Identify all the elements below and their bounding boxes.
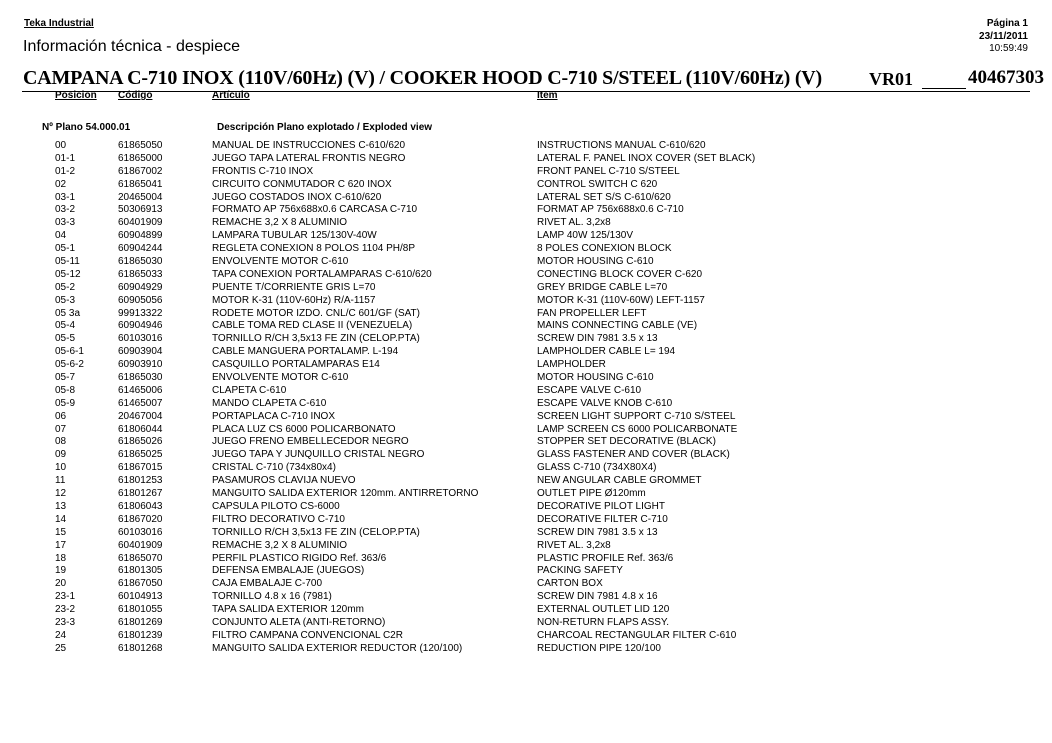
version-code: VR01	[869, 69, 913, 89]
row-item: LAMPHOLDER CABLE L= 194	[537, 346, 676, 358]
row-article: TORNILLO R/CH 3,5x13 FE ZIN (CELOP.PTA)	[212, 526, 420, 538]
row-position: 04	[55, 230, 67, 242]
row-code: 20467004	[118, 410, 163, 422]
table-row	[0, 578, 1052, 591]
table-row	[0, 308, 1052, 321]
row-article: JUEGO TAPA Y JUNQUILLO CRISTAL NEGRO	[212, 449, 425, 461]
row-code: 50306913	[118, 204, 163, 216]
row-item: NEW ANGULAR CABLE GROMMET	[537, 475, 702, 487]
row-article: RODETE MOTOR IZDO. CNL/C 601/GF (SAT)	[212, 307, 420, 319]
row-code: 61865000	[118, 152, 163, 164]
table-row	[0, 630, 1052, 643]
row-position: 05-1	[55, 243, 76, 255]
row-code: 60104913	[118, 591, 163, 603]
table-row	[0, 140, 1052, 153]
table-row	[0, 604, 1052, 617]
row-item: EXTERNAL OUTLET LID 120	[537, 604, 670, 616]
row-article: PUENTE T/CORRIENTE GRIS L=70	[212, 281, 376, 293]
row-code: 60401909	[118, 539, 163, 551]
plano-description: Descripción Plano explotado / Exploded view	[217, 122, 433, 133]
table-row	[0, 462, 1052, 475]
row-position: 05-6-1	[55, 346, 84, 358]
table-row	[0, 449, 1052, 462]
row-position: 05-8	[55, 384, 76, 396]
table-row	[0, 527, 1052, 540]
row-article: CASQUILLO PORTALAMPARAS E14	[212, 359, 380, 371]
table-row	[0, 153, 1052, 166]
row-position: 05-3	[55, 294, 76, 306]
row-position: 05-9	[55, 397, 76, 409]
table-row	[0, 295, 1052, 308]
row-position: 19	[55, 565, 67, 577]
row-article: LAMPARA TUBULAR 125/130V-40W	[212, 230, 377, 242]
parts-table	[0, 140, 1052, 656]
row-code: 60904946	[118, 320, 163, 332]
plano-number: Nº Plano 54.000.01	[42, 122, 131, 133]
row-code: 61865030	[118, 372, 163, 384]
table-row	[0, 591, 1052, 604]
row-code: 61465007	[118, 397, 163, 409]
row-code: 61801055	[118, 604, 163, 616]
table-row	[0, 398, 1052, 411]
row-item: MOTOR HOUSING C-610	[537, 256, 654, 268]
column-header-articulo: Artículo	[212, 90, 250, 101]
table-row	[0, 643, 1052, 656]
row-article: REMACHE 3,2 X 8 ALUMINIO	[212, 539, 348, 551]
row-article: CRISTAL C-710 (734x80x4)	[212, 462, 336, 474]
row-article: TAPA SALIDA EXTERIOR 120mm	[212, 604, 364, 616]
row-article: FILTRO CAMPANA CONVENCIONAL C2R	[212, 629, 403, 641]
row-position: 05-6-2	[55, 359, 84, 371]
row-article: ENVOLVENTE MOTOR C-610	[212, 256, 349, 268]
row-code: 61867002	[118, 165, 163, 177]
table-row	[0, 230, 1052, 243]
row-article: PORTAPLACA C-710 INOX	[212, 410, 336, 422]
row-item: CONTROL SWITCH C 620	[537, 178, 658, 190]
row-item: SCREEN LIGHT SUPPORT C-710 S/STEEL	[537, 410, 736, 422]
row-article: MOTOR K-31 (110V-60Hz) R/A-1157	[212, 294, 376, 306]
row-position: 23-1	[55, 591, 76, 603]
row-position: 07	[55, 423, 67, 435]
row-item: GLASS FASTENER AND COVER (BLACK)	[537, 449, 730, 461]
row-position: 05-2	[55, 281, 76, 293]
row-position: 24	[55, 629, 67, 641]
row-item: LAMPHOLDER	[537, 359, 606, 371]
row-item: DECORATIVE FILTER C-710	[537, 513, 668, 525]
row-article: DEFENSA EMBALAJE (JUEGOS)	[212, 565, 365, 577]
row-code: 61806044	[118, 423, 163, 435]
column-header-posicion: Posicion	[55, 90, 97, 101]
row-position: 03-2	[55, 204, 76, 216]
row-article: JUEGO TAPA LATERAL FRONTIS NEGRO	[212, 152, 406, 164]
row-code: 61865041	[118, 178, 163, 190]
table-row	[0, 217, 1052, 230]
row-code: 61865070	[118, 552, 163, 564]
row-code: 61865026	[118, 436, 163, 448]
table-row	[0, 269, 1052, 282]
row-item: MOTOR K-31 (110V-60W) LEFT-1157	[537, 294, 705, 306]
row-position: 06	[55, 410, 67, 422]
row-position: 01-1	[55, 152, 76, 164]
table-row	[0, 411, 1052, 424]
row-item: LATERAL SET S/S C-610/620	[537, 191, 671, 203]
table-row	[0, 514, 1052, 527]
table-row	[0, 372, 1052, 385]
row-article: REMACHE 3,2 X 8 ALUMINIO	[212, 217, 348, 229]
row-item: NON-RETURN FLAPS ASSY.	[537, 616, 670, 628]
row-article: MANGUITO SALIDA EXTERIOR 120mm. ANTIRRETORNO	[212, 488, 479, 500]
row-article: CIRCUITO CONMUTADOR C 620 INOX	[212, 178, 392, 190]
row-code: 20465004	[118, 191, 163, 203]
row-code: 60401909	[118, 217, 163, 229]
row-position: 11	[55, 475, 66, 487]
row-position: 23-3	[55, 616, 76, 628]
row-code: 60903904	[118, 346, 163, 358]
row-article: CLAPETA C-610	[212, 384, 287, 396]
row-position: 20	[55, 578, 67, 590]
row-article: MANGUITO SALIDA EXTERIOR REDUCTOR (120/100)	[212, 642, 463, 654]
table-row	[0, 346, 1052, 359]
row-item: FORMAT AP 756x688x0.6 C-710	[537, 204, 684, 216]
row-article: TORNILLO R/CH 3,5x13 FE ZIN (CELOP.PTA)	[212, 333, 420, 345]
row-position: 03-3	[55, 217, 76, 229]
page-number: Página 1	[986, 18, 1028, 29]
print-date: 23/11/2011	[979, 31, 1028, 42]
row-position: 02	[55, 178, 67, 190]
table-row	[0, 204, 1052, 217]
row-article: PERFIL PLASTICO RIGIDO Ref. 363/6	[212, 552, 387, 564]
row-position: 10	[55, 462, 67, 474]
row-code: 60903910	[118, 359, 163, 371]
table-row	[0, 617, 1052, 630]
row-article: CAJA EMBALAJE C-700	[212, 578, 323, 590]
row-item: ESCAPE VALVE KNOB C-610	[537, 397, 673, 409]
row-item: DECORATIVE PILOT LIGHT	[537, 500, 665, 512]
row-item: PACKING SAFETY	[537, 565, 623, 577]
row-position: 08	[55, 436, 67, 448]
row-article: ENVOLVENTE MOTOR C-610	[212, 372, 349, 384]
table-row	[0, 424, 1052, 437]
row-position: 05-7	[55, 372, 76, 384]
row-position: 05 3a	[55, 307, 81, 319]
column-header-codigo: Código	[118, 90, 153, 101]
product-reference: 40467303	[968, 67, 1044, 88]
row-position: 05-5	[55, 333, 76, 345]
row-position: 01-2	[55, 165, 76, 177]
row-article: PLACA LUZ CS 6000 POLICARBONATO	[212, 423, 396, 435]
row-item: 8 POLES CONEXION BLOCK	[537, 243, 672, 255]
row-item: LATERAL F. PANEL INOX COVER (SET BLACK)	[537, 152, 756, 164]
row-code: 61867015	[118, 462, 163, 474]
title-bar	[22, 67, 1044, 92]
version-underline	[922, 88, 966, 89]
table-row	[0, 385, 1052, 398]
row-item: FRONT PANEL C-710 S/STEEL	[537, 165, 680, 177]
row-code: 61801267	[118, 488, 163, 500]
row-code: 61801268	[118, 642, 163, 654]
column-header-item: Item	[537, 90, 558, 101]
row-item: FAN PROPELLER LEFT	[537, 307, 647, 319]
row-item: SCREW DIN 7981 4.8 x 16	[537, 591, 658, 603]
table-row	[0, 333, 1052, 346]
row-code: 61865050	[118, 140, 163, 151]
row-code: 61865025	[118, 449, 163, 461]
row-position: 12	[55, 488, 67, 500]
row-item: GREY BRIDGE CABLE L=70	[537, 281, 668, 293]
row-article: MANUAL DE INSTRUCCIONES C-610/620	[212, 140, 406, 151]
row-code: 61801305	[118, 565, 163, 577]
row-item: SCREW DIN 7981 3.5 x 13	[537, 333, 658, 345]
row-item: CARTON BOX	[537, 578, 603, 590]
row-code: 60904899	[118, 230, 163, 242]
table-row	[0, 179, 1052, 192]
row-position: 25	[55, 642, 67, 654]
row-item: LAMP 40W 125/130V	[537, 230, 633, 242]
row-item: PLASTIC PROFILE Ref. 363/6	[537, 552, 674, 564]
row-item: SCREW DIN 7981 3.5 x 13	[537, 526, 658, 538]
row-code: 61865033	[118, 268, 163, 280]
table-row	[0, 320, 1052, 333]
row-article: TAPA CONEXION PORTALAMPARAS C-610/620	[212, 268, 432, 280]
table-row	[0, 359, 1052, 372]
row-code: 60904929	[118, 281, 163, 293]
table-row	[0, 192, 1052, 205]
row-article: JUEGO FRENO EMBELLECEDOR NEGRO	[212, 436, 409, 448]
row-position: 05-4	[55, 320, 76, 332]
row-position: 14	[55, 513, 67, 525]
row-article: CAPSULA PILOTO CS-6000	[212, 500, 340, 512]
row-item: LAMP SCREEN CS 6000 POLICARBONATE	[537, 423, 738, 435]
row-item: RIVET AL. 3,2x8	[537, 217, 611, 229]
table-row	[0, 436, 1052, 449]
row-item: OUTLET PIPE Ø120mm	[537, 488, 646, 500]
row-item: REDUCTION PIPE 120/100	[537, 642, 661, 654]
row-position: 13	[55, 500, 67, 512]
row-position: 15	[55, 526, 67, 538]
table-row	[0, 282, 1052, 295]
row-article: FORMATO AP 756x688x0.6 CARCASA C-710	[212, 204, 418, 216]
row-item: INSTRUCTIONS MANUAL C-610/620	[537, 140, 706, 151]
row-item: RIVET AL. 3,2x8	[537, 539, 611, 551]
row-item: STOPPER SET DECORATIVE (BLACK)	[537, 436, 716, 448]
row-code: 99913322	[118, 307, 163, 319]
row-position: 18	[55, 552, 67, 564]
row-article: TORNILLO 4.8 x 16 (7981)	[212, 591, 332, 603]
row-code: 60905056	[118, 294, 163, 306]
row-article: FRONTIS C-710 INOX	[212, 165, 314, 177]
row-item: CONECTING BLOCK COVER C-620	[537, 268, 703, 280]
row-article: JUEGO COSTADOS INOX C-610/620	[212, 191, 382, 203]
row-code: 61867020	[118, 513, 163, 525]
row-position: 05-11	[55, 256, 80, 268]
table-row	[0, 475, 1052, 488]
row-code: 61806043	[118, 500, 163, 512]
row-item: GLASS C-710 (734X80X4)	[537, 462, 657, 474]
row-position: 17	[55, 539, 67, 551]
row-position: 03-1	[55, 191, 76, 203]
row-article: CABLE MANGUERA PORTALAMP. L-194	[212, 346, 399, 358]
row-position: 09	[55, 449, 67, 461]
row-article: FILTRO DECORATIVO C-710	[212, 513, 345, 525]
row-item: ESCAPE VALVE C-610	[537, 384, 642, 396]
row-article: PASAMUROS CLAVIJA NUEVO	[212, 475, 356, 487]
print-time: 10:59:49	[989, 43, 1028, 54]
row-article: CABLE TOMA RED CLASE II (VENEZUELA)	[212, 320, 413, 332]
table-row	[0, 553, 1052, 566]
row-code: 60904244	[118, 243, 163, 255]
table-row	[0, 540, 1052, 553]
table-row	[0, 166, 1052, 179]
row-code: 61801239	[118, 629, 163, 641]
row-article: CONJUNTO ALETA (ANTI-RETORNO)	[212, 616, 386, 628]
row-code: 61867050	[118, 578, 163, 590]
row-code: 61465006	[118, 384, 163, 396]
table-row	[0, 256, 1052, 269]
product-title: CAMPANA C-710 INOX (110V/60Hz) (V) / COOKER HOOD C-710 S/STEEL (110V/60Hz) (V)	[23, 67, 823, 89]
table-row	[0, 501, 1052, 514]
table-row	[0, 488, 1052, 501]
row-item: MAINS CONNECTING CABLE (VE)	[537, 320, 698, 332]
row-item: CHARCOAL RECTANGULAR FILTER C-610	[537, 629, 737, 641]
table-row	[0, 243, 1052, 256]
row-item: MOTOR HOUSING C-610	[537, 372, 654, 384]
row-article: REGLETA CONEXION 8 POLOS 1104 PH/8P	[212, 243, 416, 255]
row-article: MANDO CLAPETA C-610	[212, 397, 327, 409]
table-row	[0, 565, 1052, 578]
row-position: 00	[55, 140, 67, 151]
row-position: 23-2	[55, 604, 76, 616]
document-subtitle: Información técnica - despiece	[23, 38, 240, 55]
company-name: Teka Industrial	[24, 18, 94, 29]
row-code: 61801269	[118, 616, 163, 628]
row-code: 60103016	[118, 333, 163, 345]
row-code: 61801253	[118, 475, 163, 487]
row-code: 61865030	[118, 256, 163, 268]
row-position: 05-12	[55, 268, 81, 280]
row-code: 60103016	[118, 526, 163, 538]
